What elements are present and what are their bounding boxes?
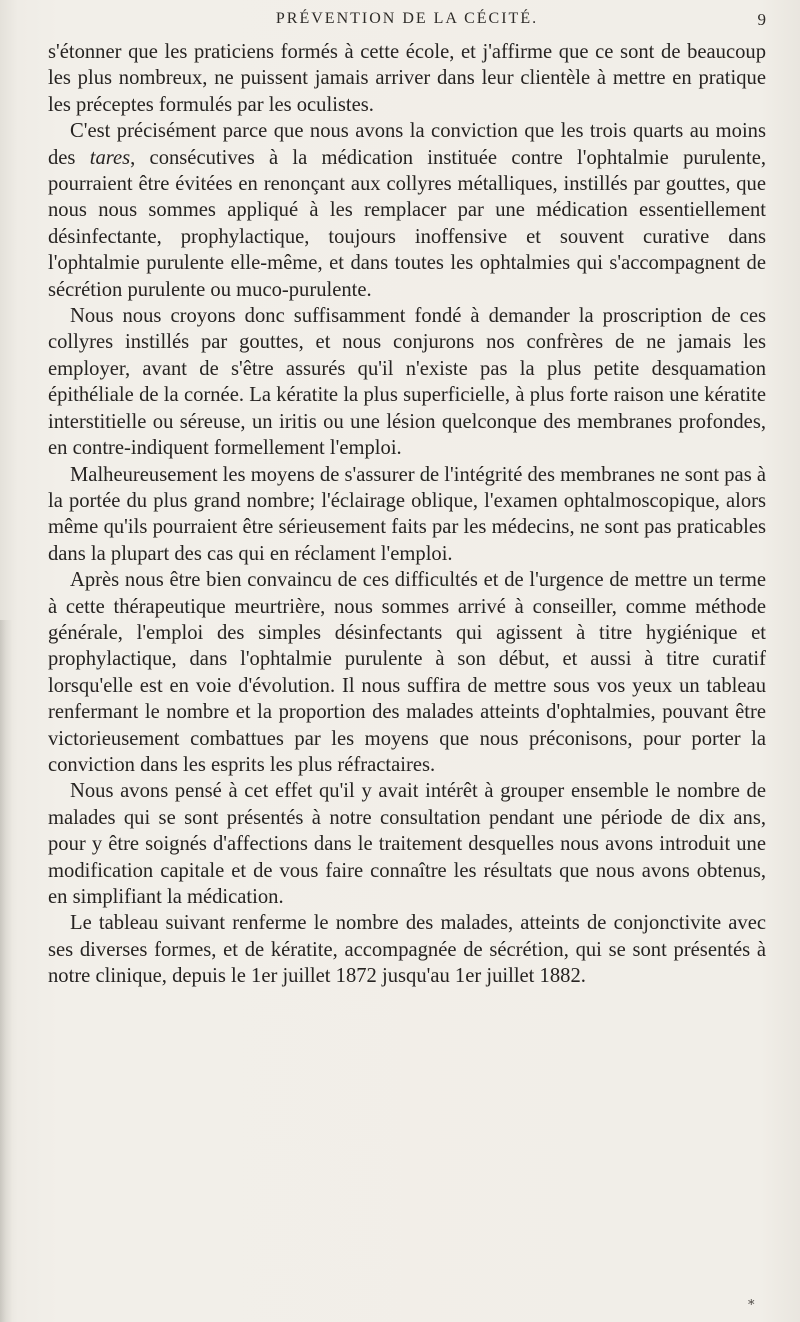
paragraph-2-start: C'est précisément parce que nous avons la conviction que les trois quarts au moins des xyxy=(48,120,766,169)
page-binding-shadow xyxy=(0,620,12,1322)
paragraph-6: Nous avons pensé à cet effet qu'il y avait intérêt à grouper ensemble le nombre de malades qui se sont présentés à notre consultation pendant une période de dix ans, pour y être soignés d'affections dans le traitement desquelles nous avons introduit une modification capitale et de vous faire connaître les résultats que nous avons obtenus, en simplifiant la médication. xyxy=(48,780,766,908)
paragraph-1: s'étonner que les praticiens formés à cette école, et j'affirme que ce sont de beaucoup les plus nombreux, ne puissent jamais arriver dans leur clientèle à mettre en pratique les préceptes formulés par les oculistes. xyxy=(48,41,766,116)
paragraph-7: Le tableau suivant renferme le nombre des malades, atteints de conjonctivite avec ses diverses formes, et de kératite, accompagnée de sécrétion, qui se sont présentés à notre clinique, depuis le 1er juillet 1872 jusqu'au 1er juillet 1882. xyxy=(48,912,766,988)
page-header xyxy=(48,10,766,34)
running-head: PRÉVENTION DE LA CÉCITÉ. xyxy=(275,10,539,27)
page-number: 9 xyxy=(757,10,766,29)
paragraph-5: Après nous être bien convaincu de ces difficultés et de l'urgence de mettre un terme à cette thérapeutique meurtrière, nous sommes arrivé à conseiller, comme méthode générale, l'emploi des simples désinfectants qui agissent à titre hygiénique et prophylactique, dans l'ophtalmie purulente à son début, et aussi à titre curatif lorsqu'elle est en voie d'évolution. Il nous suffira de mettre sous vos yeux un tableau renfermant le nombre et la proportion des malades atteints d'ophtalmies, pouvant être victorieusement combattues par les moyens que nous préconisons, pour porter la conviction dans les esprits les plus réfractaires. xyxy=(48,569,766,776)
paragraph-4: Malheureusement les moyens de s'assurer de l'intégrité des membranes ne sont pas à la portée du plus grand nombre; l'éclairage oblique, l'examen ophtalmoscopique, alors même qu'ils pourraient être sérieusement faits par les médecins, ne sont pas praticables dans la plupart des cas qui en réclament l'emploi. xyxy=(48,463,766,565)
paragraph-2 xyxy=(48,118,766,303)
footer-ornament: * xyxy=(748,1298,755,1313)
paragraph-2-italic-word: tares xyxy=(89,146,131,169)
paragraph-2-end: , consécutives à la médication instituée contre l'ophtalmie purulente, pourraient être évitées en renonçant aux collyres métalliques, instillés par gouttes, que nous nous sommes appliqué à les remplacer par une médication essentiellement désinfectante, prophylactique, toujours inoffensive et souvent curative dans l'ophtalmie purulente elle-même, et dans toutes les ophtalmies qui s'accompagnent de sécrétion purulente ou muco-purulente. xyxy=(48,146,766,301)
page-body xyxy=(48,39,766,990)
paragraph-3: Nous nous croyons donc suffisamment fondé à demander la proscription de ces collyres instillés par gouttes, et nous conjurons nos confrères de ne jamais les employer, avant de s'être assurés qu'il n'existe pas la plus petite desquamation épithéliale de la cornée. La kératite la plus superficielle, à plus forte raison une kératite interstitielle ou séreuse, un iritis ou une lésion quelconque des membranes profondes, en contre-indiquent formellement l'emploi. xyxy=(48,305,766,460)
